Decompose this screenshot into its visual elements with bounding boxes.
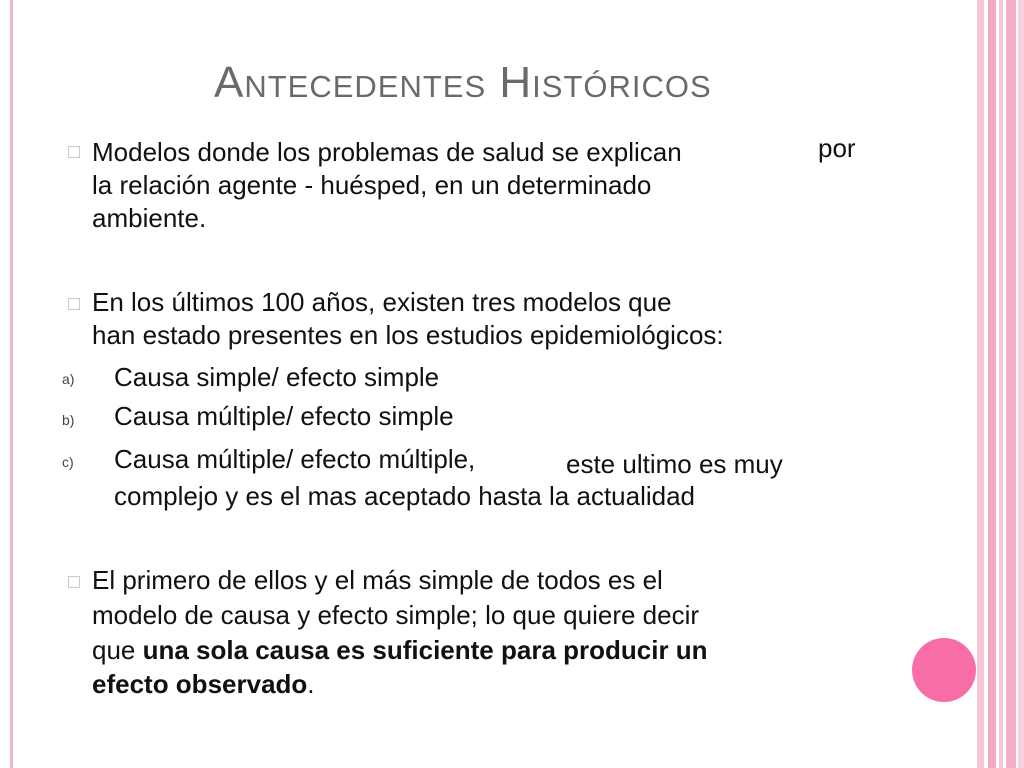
bullet1-floating-word: por (818, 133, 856, 163)
list-item-b: Causa múltiple/ efecto simple (114, 401, 454, 431)
list-item-c-floating: este ultimo es muy (566, 449, 783, 479)
stripe (1006, 0, 1016, 768)
bullet2-line2: han estado presentes en los estudios epidemiológicos: (92, 320, 724, 350)
list-item-c-line2: complejo y es el mas aceptado hasta la actualidad (114, 481, 696, 511)
pink-circle-decoration (912, 638, 976, 702)
list-item-c: Causa múltiple/ efecto múltiple, (114, 444, 476, 474)
bullet3-line4 (92, 668, 315, 701)
bullet1-line3: ambiente. (92, 203, 207, 233)
stripe (977, 0, 984, 768)
slide-title: Antecedentes Históricos (214, 58, 712, 107)
list-marker: c) (62, 454, 74, 470)
stripe (999, 0, 1003, 768)
bullet1-line1: Modelos donde los problemas de salud se explican (92, 137, 682, 167)
bullet3-line3 (92, 634, 708, 667)
stripe (988, 0, 996, 768)
bullet-icon (68, 146, 80, 158)
bullet3-line1: El primero de ellos y el más simple de todos es el (92, 565, 663, 595)
list-marker: a) (62, 371, 75, 387)
bullet3-line2: modelo de causa y efecto simple; lo que quiere decir (92, 600, 700, 630)
bullet3-line3-bold: una sola causa es suficiente para producir un (142, 635, 708, 665)
left-frame-line (10, 0, 13, 768)
stripe (1018, 0, 1024, 768)
bullet-icon (68, 576, 80, 588)
bullet1-line2: la relación agente - huésped, en un determinado (92, 170, 652, 200)
bullet2-line1: En los últimos 100 años, existen tres modelos que (92, 287, 672, 317)
bullet3-line3-plain: que (92, 635, 143, 665)
list-item-a: Causa simple/ efecto simple (114, 362, 440, 392)
list-marker: b) (62, 412, 75, 428)
bullet-icon (68, 298, 80, 310)
bullet3-line4-end: . (307, 669, 315, 699)
bullet3-line4-bold: efecto observado (92, 669, 308, 699)
